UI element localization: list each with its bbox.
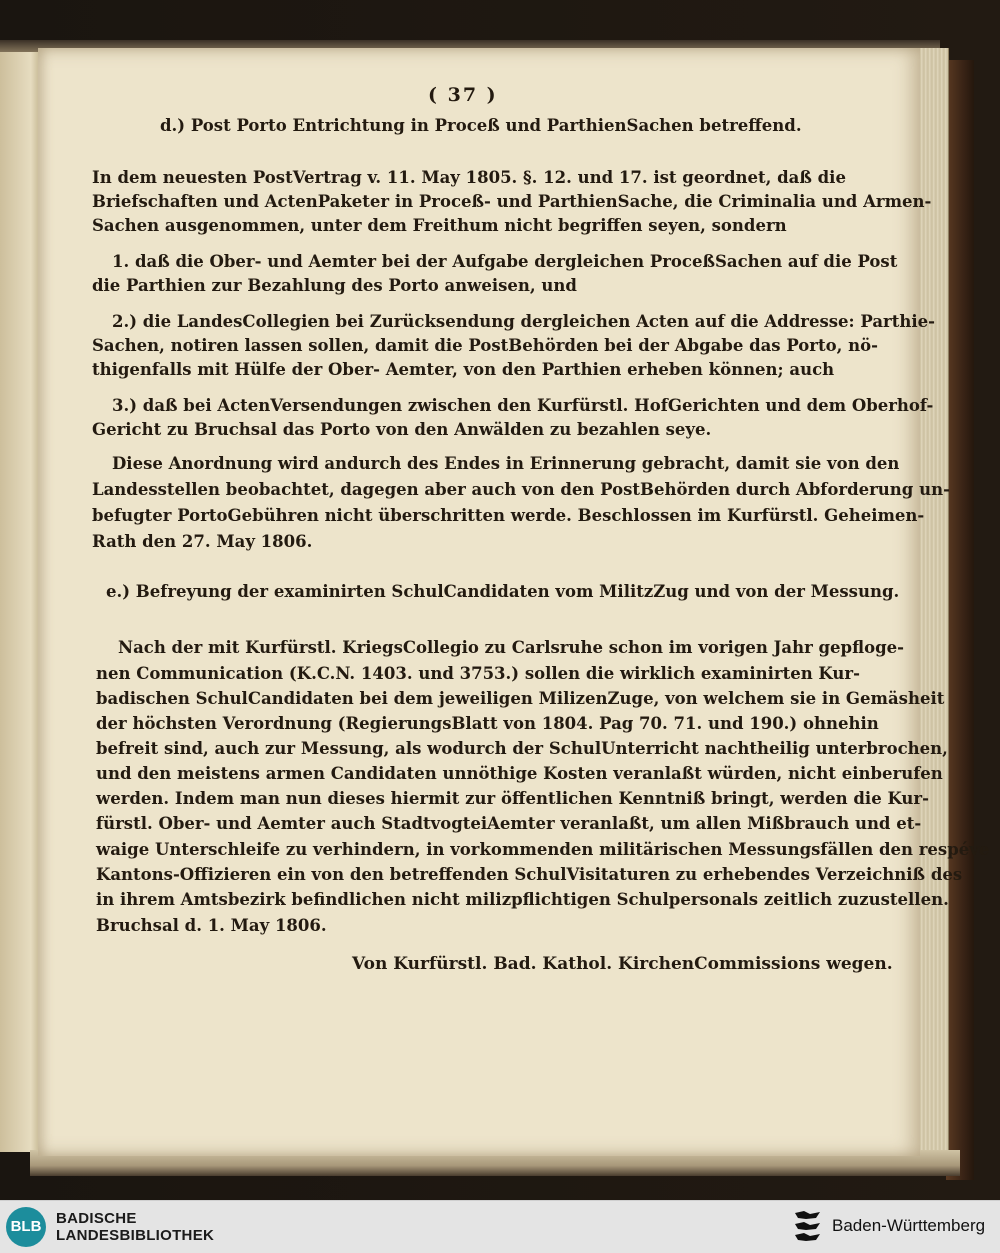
viewer-footer bbox=[0, 1200, 1000, 1253]
section-d-line: thigenfalls mit Hülfe der Ober- Aemter, von den Parthien erheben können; auch bbox=[92, 360, 835, 379]
library-name[interactable] bbox=[56, 1210, 214, 1244]
section-d-line: Rath den 27. May 1806. bbox=[92, 532, 313, 551]
section-d-line: befugter PortoGebühren nicht überschritten werde. Beschlossen im Kurfürstl. Geheimen- bbox=[92, 506, 925, 525]
section-d-line: In dem neuesten PostVertrag v. 11. May 1805. §. 12. und 17. ist geordnet, daß die bbox=[92, 168, 846, 187]
section-d-line: Landesstellen beobachtet, dagegen aber auch von den PostBehörden durch Abforderung un- bbox=[92, 480, 950, 499]
baden-wuerttemberg-lions-icon[interactable] bbox=[792, 1209, 824, 1245]
state-name[interactable]: Baden-Württemberg bbox=[832, 1216, 986, 1235]
section-d-line: Briefschaften und ActenPaketer in Proceß- und ParthienSache, die Criminalia und Armen- bbox=[92, 192, 932, 211]
section-d-line: die Parthien zur Bezahlung des Porto anweisen, und bbox=[92, 276, 577, 295]
section-e-line: werden. Indem man nun dieses hiermit zur öffentlichen Kenntniß bringt, werden die Kur- bbox=[96, 789, 929, 808]
section-e-line: Kantons-Offizieren ein von den betreffenden SchulVisitaturen zu erhebendes Verzeichniß des bbox=[96, 865, 963, 884]
section-d-line: Diese Anordnung wird andurch des Endes in Erinnerung gebracht, damit sie von den bbox=[112, 454, 900, 473]
section-d-line: 2.) die LandesCollegien bei Zurücksendung dergleichen Acten auf die Addresse: Parthie- bbox=[112, 312, 935, 331]
section-d-heading: d.) Post Porto Entrichtung in Proceß und ParthienSachen betreffend. bbox=[160, 116, 802, 135]
section-d-line: Sachen, notiren lassen sollen, damit die PostBehörden bei der Abgabe das Porto, nö- bbox=[92, 336, 878, 355]
section-e-line: nen Communication (K.C.N. 1403. und 3753.) sollen die wirklich examinirten Kur- bbox=[96, 664, 860, 683]
section-e-line: in ihrem Amtsbezirk befindlichen nicht milizpflichtigen Schulpersonals zeitlich zuzustellen. bbox=[96, 890, 949, 909]
section-d-line: Gericht zu Bruchsal das Porto von den Anwälden zu bezahlen seye. bbox=[92, 420, 712, 439]
library-name-line1: BADISCHE bbox=[56, 1210, 137, 1227]
section-e-heading: e.) Befreyung der examinirten SchulCandidaten vom MilitzZug und von der Messung. bbox=[106, 582, 900, 601]
library-name-line2: LANDESBIBLIOTHEK bbox=[56, 1227, 215, 1244]
section-d-line: 3.) daß bei ActenVersendungen zwischen den Kurfürstl. HofGerichten und dem Oberhof- bbox=[112, 396, 934, 415]
blb-logo[interactable]: BLB bbox=[6, 1207, 46, 1247]
section-e-line: der höchsten Verordnung (RegierungsBlatt von 1804. Pag 70. 71. und 190.) ohnehin bbox=[96, 714, 879, 733]
section-e-line: waige Unterschleife zu verhindern, in vorkommenden militärischen Messungsfällen den respéve bbox=[96, 840, 990, 859]
section-e-line: badischen SchulCandidaten bei dem jeweiligen MilizenZuge, von welchem sie in Gemäsheit bbox=[96, 689, 945, 708]
signature-line: Von Kurfürstl. Bad. Kathol. KirchenCommissions wegen. bbox=[352, 954, 893, 974]
section-e-line: befreit sind, auch zur Messung, als wodurch der SchulUnterricht nachtheilig unterbrochen, bbox=[96, 739, 948, 758]
section-d-line: Sachen ausgenommen, unter dem Freithum nicht begriffen seyen, sondern bbox=[92, 216, 787, 235]
section-e-line: Bruchsal d. 1. May 1806. bbox=[96, 916, 327, 935]
page-number: ( 37 ) bbox=[428, 84, 498, 106]
section-d-line: 1. daß die Ober- und Aemter bei der Aufgabe dergleichen ProceßSachen auf die Post bbox=[112, 252, 898, 271]
section-e-line: und den meistens armen Candidaten unnöthige Kosten veranlaßt würden, nicht einberufen bbox=[96, 764, 943, 783]
section-e-line: fürstl. Ober- und Aemter auch StadtvogteiAemter veranlaßt, um allen Mißbrauch und et- bbox=[96, 814, 922, 833]
section-e-line: Nach der mit Kurfürstl. KriegsCollegio zu Carlsruhe schon im vorigen Jahr gepfloge- bbox=[118, 638, 904, 657]
